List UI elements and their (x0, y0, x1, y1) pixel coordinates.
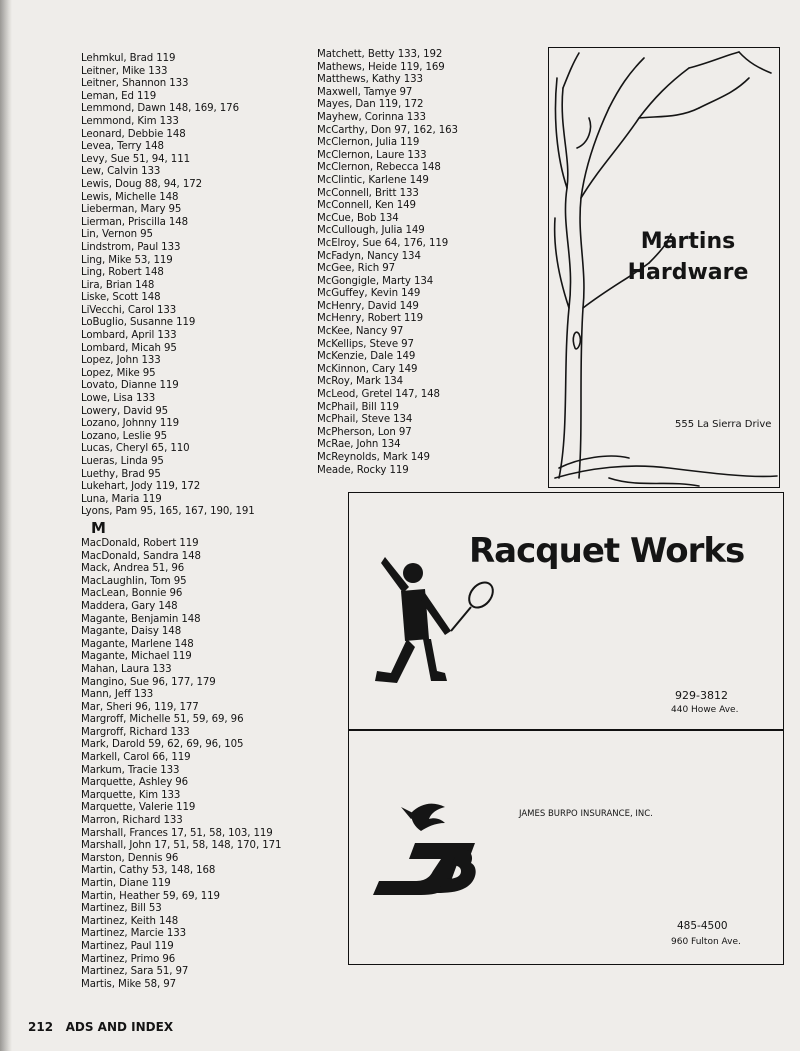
index-entry: McKellips, Steve 97 (317, 338, 414, 350)
index-entry: Lukehart, Jody 119, 172 (81, 481, 201, 493)
index-entry: McCarthy, Don 97, 162, 163 (317, 124, 458, 136)
index-entry: Magante, Michael 119 (81, 651, 192, 663)
index-entry: McRae, John 134 (317, 439, 401, 451)
index-entry: Markell, Carol 66, 119 (81, 752, 191, 764)
index-entry: Luna, Maria 119 (81, 493, 162, 505)
index-entry: Magante, Marlene 148 (81, 638, 194, 650)
index-entry: Leitner, Shannon 133 (81, 78, 189, 90)
martins-name (623, 226, 753, 288)
index-entry: Lucas, Cheryl 65, 110 (81, 443, 190, 455)
index-entry: Marston, Dennis 96 (81, 852, 179, 864)
index-entry: McKinnon, Cary 149 (317, 363, 418, 375)
index-entry: Meade, Rocky 119 (317, 464, 409, 476)
index-entry: Marquette, Kim 133 (81, 789, 181, 801)
eagle-jb-logo-icon (371, 799, 481, 899)
index-entry: Lemmond, Kim 133 (81, 115, 179, 127)
index-entry: Marquette, Ashley 96 (81, 777, 189, 789)
martins-name-line2: Hardware (627, 260, 749, 285)
index-entry: Mahan, Laura 133 (81, 663, 172, 675)
index-entry: MacDonald, Sandra 148 (81, 550, 201, 562)
index-column-middle (317, 49, 458, 477)
index-entry: Liske, Scott 148 (81, 292, 161, 304)
index-entry: Mack, Andrea 51, 96 (81, 563, 185, 575)
index-entry: McGuffey, Kevin 149 (317, 288, 421, 300)
index-entry: Lombard, April 133 (81, 330, 177, 342)
index-entry: Levea, Terry 148 (81, 141, 164, 153)
index-entry: Lewis, Doug 88, 94, 172 (81, 178, 202, 190)
index-entry: Lowe, Lisa 133 (81, 393, 156, 405)
index-entry: Marshall, John 17, 51, 58, 148, 170, 171 (81, 840, 282, 852)
racquet-works-ad (348, 492, 784, 730)
index-entry: Margroff, Richard 133 (81, 726, 190, 738)
index-entry: MacDonald, Robert 119 (81, 537, 199, 549)
index-entry: McRoy, Mark 134 (317, 376, 404, 388)
index-column-left (81, 53, 281, 991)
page-gutter-shadow (0, 0, 12, 1051)
index-entry: McClernon, Rebecca 148 (317, 162, 441, 174)
index-entry: Leitner, Mike 133 (81, 65, 168, 77)
index-entry: McPherson, Lon 97 (317, 426, 412, 438)
burpo-insurance-name: JAMES BURPO INSURANCE, INC. (519, 809, 653, 819)
martins-hardware-ad (548, 47, 780, 488)
index-entry: McConnell, Ken 149 (317, 200, 416, 212)
index-entry: McKee, Nancy 97 (317, 326, 404, 338)
index-entry: Mar, Sheri 96, 119, 177 (81, 701, 199, 713)
index-entry: McHenry, Robert 119 (317, 313, 424, 325)
index-entry: Martinez, Paul 119 (81, 940, 174, 952)
index-entry: Lombard, Micah 95 (81, 342, 177, 354)
index-entry: McReynolds, Mark 149 (317, 452, 430, 463)
index-entry: McConnell, Britt 133 (317, 187, 419, 199)
index-entry: Lemmond, Dawn 148, 169, 176 (81, 103, 239, 115)
index-entry: McCullough, Julia 149 (317, 225, 425, 237)
index-entry: Martis, Mike 58, 97 (81, 978, 176, 990)
index-list-m (81, 538, 281, 991)
index-entry: Margroff, Michelle 51, 59, 69, 96 (81, 714, 244, 726)
index-entry: Mathews, Heide 119, 169 (317, 61, 445, 73)
page-number: 212 (28, 1020, 54, 1034)
index-entry: Matchett, Betty 133, 192 (317, 49, 443, 60)
index-entry: Lozano, Johnny 119 (81, 418, 180, 430)
index-entry: Martinez, Bill 53 (81, 903, 162, 915)
index-entry: Mark, Darold 59, 62, 69, 96, 105 (81, 739, 244, 751)
index-entry: Lieberman, Mary 95 (81, 204, 182, 216)
index-entry: McLeod, Gretel 147, 148 (317, 389, 440, 401)
index-entry: McGongigle, Marty 134 (317, 275, 434, 287)
index-entry: Maxwell, Tamye 97 (317, 86, 413, 98)
index-entry: Mayes, Dan 119, 172 (317, 99, 424, 111)
index-entry: Lopez, Mike 95 (81, 367, 156, 379)
index-entry: Lira, Brian 148 (81, 279, 155, 291)
index-entry: Markum, Tracie 133 (81, 764, 180, 776)
burpo-insurance-phone: 485-4500 (677, 920, 728, 932)
index-entry: Marquette, Valerie 119 (81, 802, 196, 814)
index-list-middle (317, 49, 458, 477)
index-entry: Mangino, Sue 96, 177, 179 (81, 676, 216, 688)
index-entry: Lueras, Linda 95 (81, 456, 164, 467)
index-entry: McHenry, David 149 (317, 300, 419, 312)
page-footer (28, 1020, 173, 1034)
index-entry: Lierman, Priscilla 148 (81, 216, 188, 228)
index-entry: Leman, Ed 119 (81, 90, 157, 102)
index-entry: Martinez, Marcie 133 (81, 928, 186, 940)
index-entry: Luethy, Brad 95 (81, 468, 161, 480)
index-entry: McClintic, Karlene 149 (317, 174, 429, 186)
index-entry: Lovato, Dianne 119 (81, 380, 179, 392)
index-entry: Lopez, John 133 (81, 355, 161, 367)
burpo-insurance-ad (348, 730, 784, 965)
index-entry: Martin, Heather 59, 69, 119 (81, 890, 220, 902)
racquet-works-address: 440 Howe Ave. (671, 705, 739, 715)
index-entry: Marron, Richard 133 (81, 815, 183, 827)
racquet-works-name: Racquet Works (469, 531, 745, 571)
index-entry: Lowery, David 95 (81, 405, 169, 417)
index-entry: MacLaughlin, Tom 95 (81, 575, 187, 587)
index-entry: MacLean, Bonnie 96 (81, 588, 183, 600)
index-entry: McPhail, Steve 134 (317, 414, 413, 426)
martins-address: 555 La Sierra Drive (675, 419, 772, 430)
index-entry: McClernon, Julia 119 (317, 137, 420, 149)
index-entry: Leonard, Debbie 148 (81, 128, 186, 140)
index-entry: Lewis, Michelle 148 (81, 191, 179, 203)
index-entry: Lozano, Leslie 95 (81, 430, 167, 442)
index-entry: Martinez, Primo 96 (81, 953, 176, 965)
index-entry: Mayhew, Corinna 133 (317, 111, 426, 123)
index-entry: Matthews, Kathy 133 (317, 74, 423, 86)
index-entry: Ling, Robert 148 (81, 267, 164, 279)
burpo-insurance-address: 960 Fulton Ave. (671, 937, 741, 947)
index-entry: McPhail, Bill 119 (317, 401, 399, 413)
index-entry: Lyons, Pam 95, 165, 167, 190, 191 (81, 506, 255, 518)
index-entry: Martinez, Sara 51, 97 (81, 966, 189, 978)
index-entry: Martinez, Keith 148 (81, 915, 179, 927)
index-entry: Martin, Diane 119 (81, 878, 171, 889)
index-entry: Lindstrom, Paul 133 (81, 241, 181, 253)
index-list-l (81, 53, 281, 519)
racquet-works-phone: 929-3812 (675, 689, 728, 702)
index-entry: Marshall, Frances 17, 51, 58, 103, 119 (81, 827, 273, 839)
index-entry: Lew, Calvin 133 (81, 166, 161, 178)
index-entry: Lehmkul, Brad 119 (81, 53, 176, 64)
index-entry: McFadyn, Nancy 134 (317, 250, 421, 262)
index-entry: Magante, Benjamin 148 (81, 613, 201, 625)
index-entry: McClernon, Laure 133 (317, 149, 427, 161)
index-entry: McElroy, Sue 64, 176, 119 (317, 237, 449, 249)
index-entry: Martin, Cathy 53, 148, 168 (81, 865, 216, 877)
index-entry: LiVecchi, Carol 133 (81, 304, 177, 316)
index-entry: Mann, Jeff 133 (81, 689, 154, 701)
index-entry: McGee, Rich 97 (317, 263, 396, 275)
martins-name-line1: Martins (640, 229, 736, 254)
section-letter-m: M (91, 518, 106, 537)
index-entry: Maddera, Gary 148 (81, 600, 178, 612)
index-entry: Magante, Daisy 148 (81, 626, 182, 638)
index-entry: LoBuglio, Susanne 119 (81, 317, 196, 329)
index-entry: Levy, Sue 51, 94, 111 (81, 153, 190, 165)
index-entry: McCue, Bob 134 (317, 212, 399, 224)
footer-section: ADS AND INDEX (65, 1020, 174, 1034)
index-entry: McKenzie, Dale 149 (317, 351, 416, 363)
index-entry: Lin, Vernon 95 (81, 229, 153, 241)
index-entry: Ling, Mike 53, 119 (81, 254, 173, 266)
